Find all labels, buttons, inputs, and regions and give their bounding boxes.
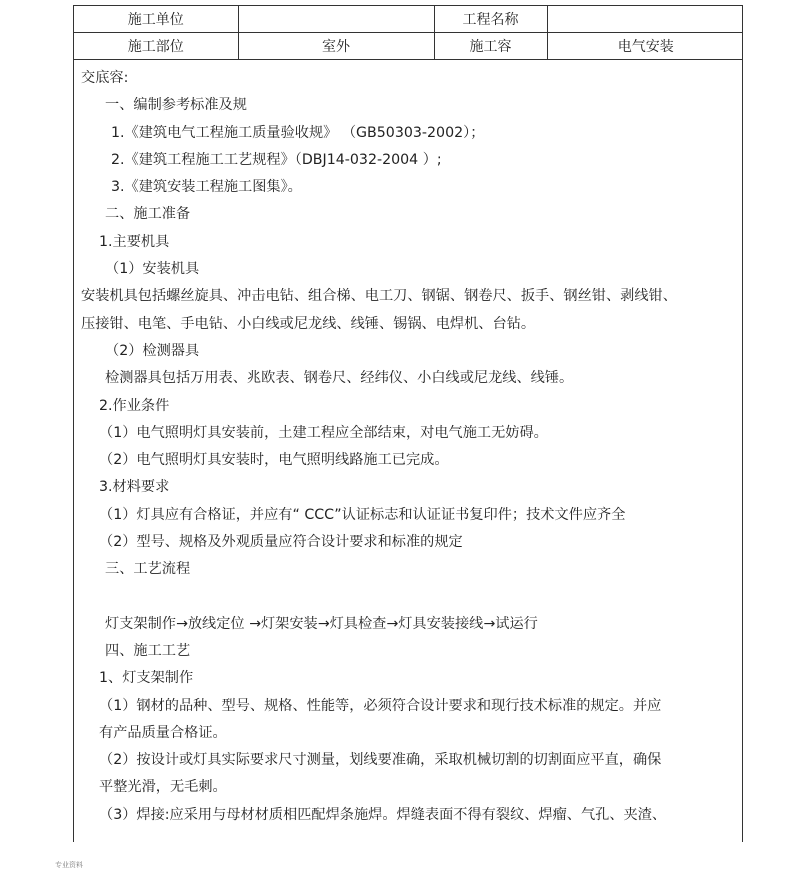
- item-heading: （1）安装机具: [105, 261, 200, 278]
- subsection-heading: 2.作业条件: [99, 397, 170, 414]
- paragraph-line: 检测器具包括万用表、兆欧表、钢卷尺、经纬仪、小白线或尼龙线、线锤。: [105, 370, 574, 387]
- paragraph-line: 安装机具包括螺丝旋具、冲击电钻、组合梯、电工刀、钢锯、钢卷尺、扳手、钢丝钳、剥线钳、: [81, 288, 677, 305]
- paragraph-line: （2）型号、规格及外观质量应符合设计要求和标准的规定: [99, 534, 463, 551]
- content-intro: 交底容:: [81, 70, 129, 86]
- handover-form: [73, 5, 743, 842]
- spacer: [81, 584, 736, 611]
- value-project-name: [547, 6, 743, 33]
- section-heading: 一、编制参考标准及规: [105, 97, 247, 114]
- reference-item: 1.《建筑电气工程施工质量验收规》 （GB50303-2002）；: [111, 124, 485, 141]
- reference-item: 3.《建筑安装工程施工图集》。: [111, 179, 302, 196]
- section-heading: 二、施工准备: [105, 206, 191, 223]
- process-flow: 灯支架制作→放线定位 →灯架安装→灯具检查→灯具安装接线→试运行: [105, 615, 538, 632]
- label-construction-location: 施工部位: [74, 33, 238, 60]
- subsection-heading: 1、灯支架制作: [99, 670, 194, 687]
- reference-item: 2.《建筑工程施工工艺规程》（DBJ14-032-2004 ）;: [111, 151, 442, 168]
- header-row: [74, 33, 743, 60]
- subsection-heading: 1.主要机具: [99, 233, 170, 250]
- paragraph-line: （1）钢材的品种、型号、规格、性能等，必须符合设计要求和现行技术标准的规定。并应: [99, 697, 662, 714]
- label-construction-content: 施工容: [434, 33, 547, 60]
- value-construction-content: 电气安装: [547, 33, 743, 60]
- subsection-heading: 3.材料要求: [99, 479, 170, 496]
- paragraph-line: （1）灯具应有合格证，并应有“ CCC”认证标志和认证证书复印件；技术文件应齐全: [99, 506, 626, 523]
- paragraph-line: （1）电气照明灯具安装前，土建工程应全部结束，对电气施工无妨碍。: [99, 424, 548, 441]
- section-heading: 三、工艺流程: [105, 561, 191, 578]
- value-construction-location: 室外: [238, 33, 434, 60]
- paragraph-line: （3）焊接:应采用与母材材质相匹配焊条施焊。焊缝表面不得有裂纹、焊瘤、气孔、夹渣、: [99, 806, 667, 823]
- paragraph-line: （2）按设计或灯具实际要求尺寸测量，划线要准确，采取机械切割的切割面应平直，确保: [99, 752, 662, 769]
- label-project-name: 工程名称: [434, 6, 547, 33]
- footer-note: 专业资料: [55, 861, 83, 869]
- paragraph-line: 压接钳、电笔、手电钻、小白线或尼龙线、线锤、锡锅、电焊机、台钻。: [81, 315, 536, 332]
- paragraph-line: 平整光滑，无毛刺。: [99, 779, 227, 796]
- section-heading: 四、施工工艺: [105, 642, 191, 659]
- header-row: [74, 6, 743, 33]
- handover-content: [74, 65, 742, 829]
- paragraph-line: （2）电气照明灯具安装时，电气照明线路施工已完成。: [99, 452, 449, 469]
- item-heading: （2）检测器具: [105, 342, 200, 359]
- paragraph-line: 有产品质量合格证。: [99, 724, 227, 741]
- header-table: [74, 6, 743, 60]
- label-construction-unit: 施工单位: [74, 6, 238, 33]
- value-construction-unit: [238, 6, 434, 33]
